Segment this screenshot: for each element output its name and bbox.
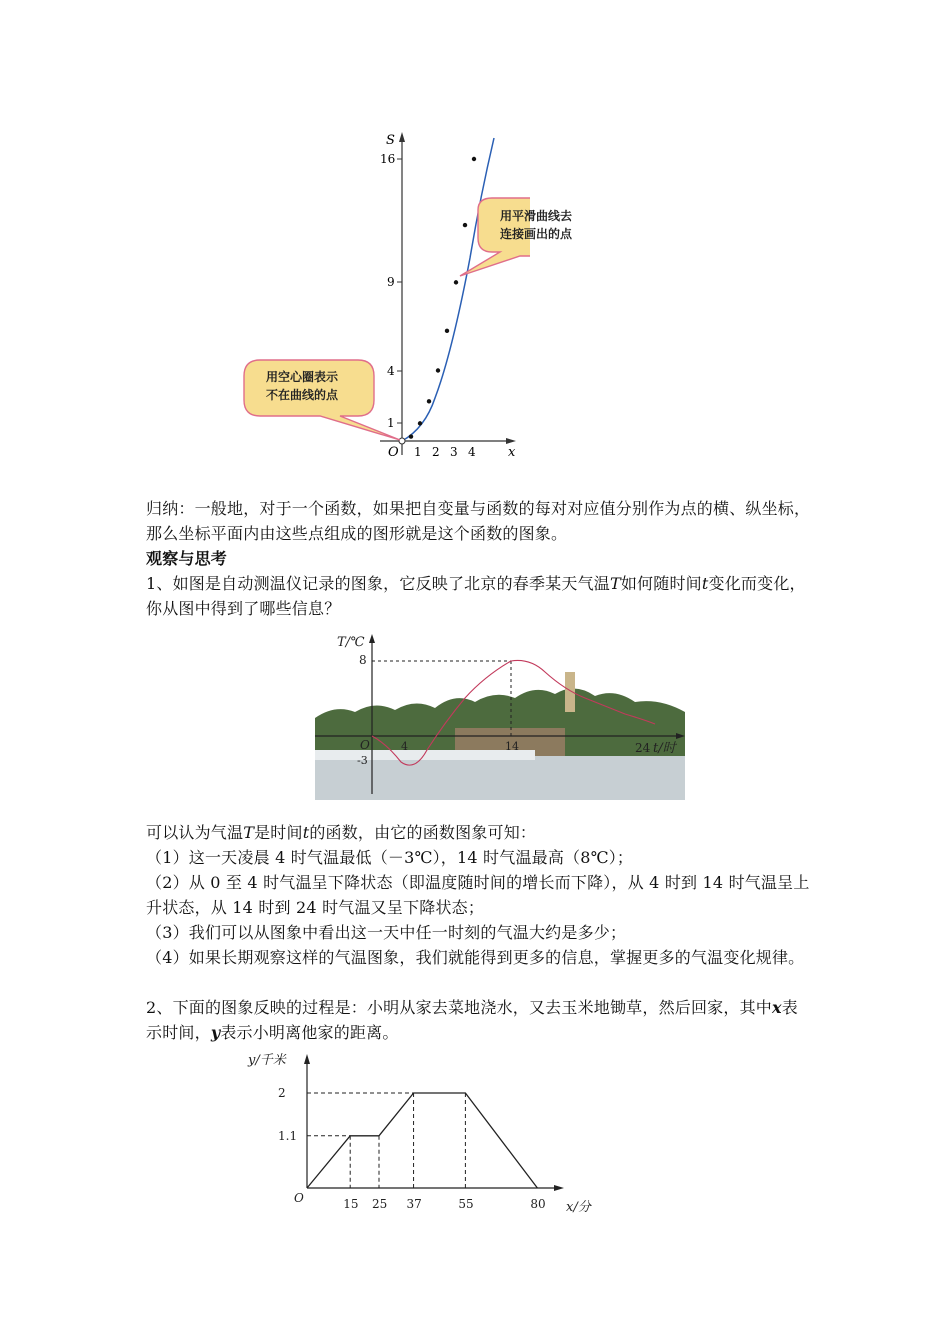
q2-text-before: 2、下面的图象反映的过程是：小明从家去菜地浇水，又去玉米地锄草，然后回家，其中 (146, 998, 772, 1017)
intro-a: 可以认为气温 (146, 823, 244, 842)
hollow-origin-point (399, 438, 405, 444)
time-axis-label: t/时 (653, 741, 676, 756)
data-point (427, 399, 431, 403)
q1-text-after: 变化而变化，你从图中得到了哪些信息？ (146, 574, 806, 618)
analysis-intro (146, 821, 814, 846)
q2-var-y: y (210, 1022, 221, 1042)
origin-label: O (388, 445, 399, 460)
summary-paragraph: 归纳：一般地，对于一个函数，如果把自变量与函数的每对对应值分别作为点的横、纵坐标，那么坐标平面内由这些点组成的图形就是这个函数的图象。 (146, 499, 811, 543)
temp-axis-label: T/℃ (337, 635, 365, 650)
data-point (463, 223, 467, 227)
photo-railing (315, 750, 535, 760)
origin-label: O (294, 1191, 304, 1205)
callout-hollow-line2: 不在曲线的点 (266, 388, 339, 402)
x-tick-label: 15 (343, 1197, 359, 1211)
callout-hollow-text (266, 368, 366, 404)
data-point (472, 157, 476, 161)
parabola-curve (402, 138, 494, 441)
q1-var-t: t (701, 574, 709, 593)
y-ticks (278, 1086, 297, 1143)
q1-var-T: T (609, 574, 621, 593)
q2-text-middle: 表示时间， (146, 998, 798, 1042)
callout-smooth-line2: 连接画出的点 (500, 227, 573, 241)
y-tick-16: 16 (380, 152, 396, 166)
analysis-item-2: （2）从 0 至 4 时气温呈下降状态（即温度随时间的增长而下降），从 4 时到 14 时气温呈上升状态，从 14 时到 24 时气温又呈下降状态； (146, 873, 810, 917)
x-tick-label: 55 (458, 1197, 474, 1211)
intro-b: 是时间 (254, 823, 303, 842)
question-1 (146, 572, 814, 621)
x-axis-label: x (508, 445, 516, 460)
analysis-item-4: （4）如果长期观察这样的气温图象，我们就能得到更多的信息，掌握更多的气温变化规律。 (146, 948, 805, 967)
callout-hollow-line1: 用空心圈表示 (266, 370, 339, 384)
intro-c: 的函数，由它的函数图象可知： (309, 823, 537, 842)
data-point (409, 434, 413, 438)
x-tick-label: 37 (406, 1197, 422, 1211)
intro-var-t: t (302, 823, 310, 842)
data-point (436, 368, 440, 372)
q1-text-before: 1、如图是自动测温仪记录的图象，它反映了北京的春季某天气温 (146, 574, 610, 593)
callout-smooth-curve-text (500, 207, 600, 243)
y-tick-8: 8 (359, 653, 367, 667)
function-graph-figure (230, 128, 530, 468)
y-tick-label: 1.1 (278, 1128, 298, 1143)
x-tick-1: 1 (414, 445, 422, 459)
data-point (445, 329, 449, 333)
distance-time-figure (240, 1046, 610, 1218)
section-title: 观察与思考 (146, 549, 228, 568)
x-tick-24: 24 (635, 741, 651, 755)
temperature-chart-figure (315, 632, 685, 800)
x-axis-arrow (506, 438, 516, 444)
x-tick-4: 4 (401, 740, 408, 753)
y-ticks (380, 152, 402, 430)
x-tick-label: 80 (530, 1197, 546, 1211)
x-tick-4: 4 (468, 445, 476, 459)
y-tick-9: 9 (387, 275, 395, 289)
data-point (418, 421, 422, 425)
data-points (409, 157, 476, 439)
x-tick-14: 14 (505, 740, 519, 753)
y-axis-label: y/千米 (248, 1053, 286, 1068)
x-ticks (414, 445, 476, 459)
x-tick-2: 2 (432, 445, 440, 459)
origin-label: O (360, 738, 370, 752)
analysis-item-3: （3）我们可以从图象中看出这一天中任一时刻的气温大约是多少； (146, 923, 627, 942)
y-tick-label: 2 (278, 1086, 286, 1100)
callout-smooth-line1: 用平滑曲线去 (500, 209, 573, 223)
data-point (454, 280, 458, 284)
guide-lines (307, 1093, 465, 1188)
q2-text-after: 表示小明离他家的距离。 (220, 1022, 399, 1042)
intro-var-T: T (243, 823, 255, 842)
q2-var-x: x (771, 998, 782, 1017)
q1-text-middle: 如何随时间 (620, 574, 702, 593)
analysis-item-1: （1）这一天凌晨 4 时气温最低（－3℃），14 时气温最高（8℃）； (146, 848, 634, 867)
x-axis-arrow (554, 1185, 564, 1191)
x-ticks (343, 1197, 545, 1211)
y-axis-arrow (399, 132, 405, 142)
photo-bridge (315, 756, 685, 800)
distance-line (307, 1093, 537, 1188)
question-2 (146, 996, 814, 1045)
y-tick-1: 1 (387, 416, 395, 430)
y-axis-arrow (304, 1054, 310, 1064)
y-axis-label: S (386, 133, 395, 148)
x-axis-label: x/分 (566, 1200, 591, 1215)
y-tick-4: 4 (387, 364, 395, 378)
x-tick-label: 25 (372, 1197, 388, 1211)
y-tick-minus-3: -3 (357, 754, 368, 767)
x-tick-3: 3 (450, 445, 458, 459)
